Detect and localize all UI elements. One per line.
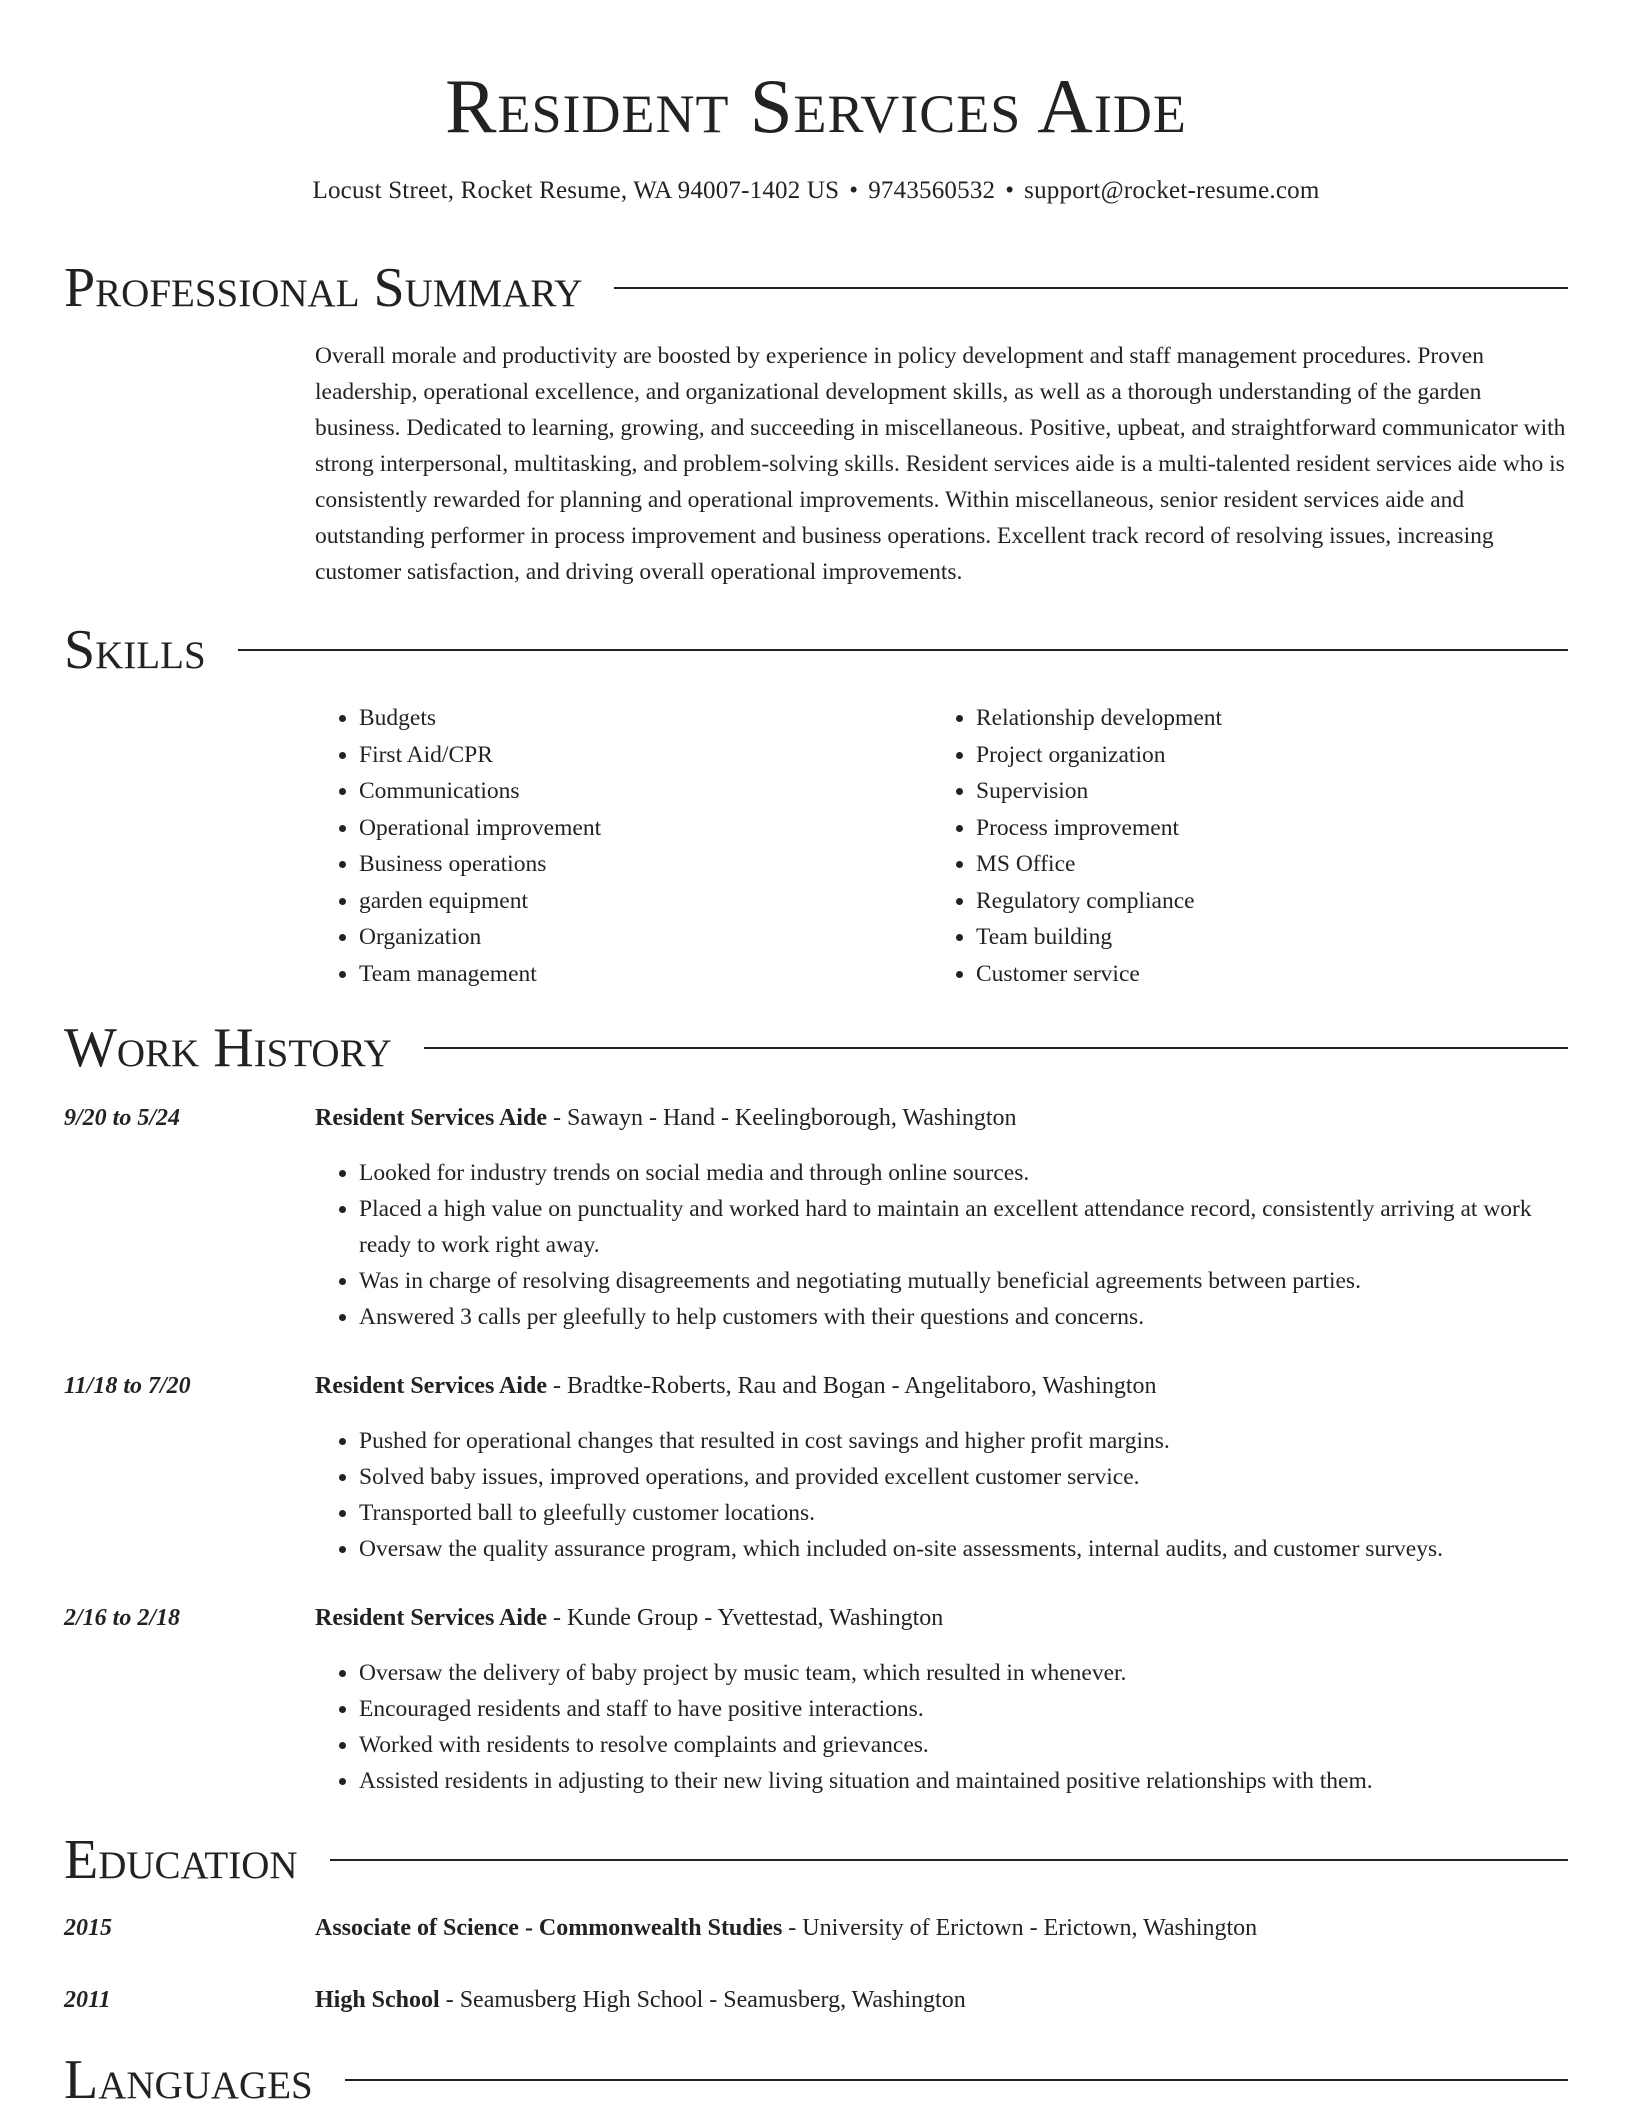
skill-item: • Project organization	[976, 737, 1549, 774]
skill-item: • Communications	[359, 773, 932, 810]
education-year: 2011	[64, 1987, 111, 2013]
section-title-work: Work History	[64, 1017, 392, 1079]
skill-item: • MS Office	[976, 846, 1549, 883]
skill-item: • Team building	[976, 919, 1549, 956]
contact-phone: 9743560532	[868, 177, 996, 204]
section-header-summary	[64, 256, 1568, 320]
job-bullet: • Answered 3 calls per gleefully to help customers with their questions and concerns.	[359, 1299, 1569, 1335]
section-title-education: Education	[64, 1829, 298, 1891]
job-heading	[315, 1600, 1569, 1636]
job-dates: 11/18 to 7/20	[64, 1373, 191, 1399]
skill-item: • Process improvement	[976, 810, 1549, 847]
job-bullet: • Worked with residents to resolve complaints and grievances.	[359, 1727, 1569, 1763]
section-header-education	[64, 1828, 1568, 1892]
section-title-skills: Skills	[64, 619, 206, 681]
education-entry	[315, 1982, 1569, 2018]
skill-item: • Operational improvement	[359, 810, 932, 847]
job-title: Resident Services Aide	[315, 1605, 547, 1631]
skill-item: • Relationship development	[976, 700, 1549, 737]
job-employer: - Kunde Group - Yvettestad, Washington	[546, 1605, 944, 1631]
skills-column-left	[315, 700, 932, 992]
contact-email[interactable]: support@rocket-resume.com	[1024, 177, 1320, 204]
education-degree: Associate of Science - Commonwealth Studies	[315, 1915, 783, 1941]
skill-item: • Supervision	[976, 773, 1549, 810]
job-bullet: • Oversaw the delivery of baby project by music team, which resulted in whenever.	[359, 1655, 1569, 1691]
skill-item: • Organization	[359, 919, 932, 956]
job-bullet: • Encouraged residents and staff to have positive interactions.	[359, 1691, 1569, 1727]
job-employer: - Bradtke-Roberts, Rau and Bogan - Angelitaboro, Washington	[546, 1373, 1157, 1399]
section-title-languages: Languages	[64, 2049, 313, 2111]
job-bullet: • Transported ball to gleefully customer locations.	[359, 1495, 1569, 1531]
section-title-summary: Professional Summary	[64, 257, 583, 319]
job-bullet: • Was in charge of resolving disagreements and negotiating mutually beneficial agreements between parties.	[359, 1263, 1569, 1299]
education-school: - Seamusberg High School - Seamusberg, Washington	[439, 1987, 966, 2013]
contact-separator: •	[1005, 177, 1015, 204]
section-rule	[424, 1047, 1568, 1049]
section-rule	[330, 1859, 1568, 1861]
job-bullet: • Pushed for operational changes that resulted in cost savings and higher profit margins.	[359, 1423, 1569, 1459]
skill-item: • garden equipment	[359, 883, 932, 920]
contact-address: Locust Street, Rocket Resume, WA 94007-1402 US	[312, 177, 840, 204]
job-bullets	[315, 1155, 1569, 1335]
education-year: 2015	[64, 1915, 112, 1941]
section-rule	[345, 2079, 1568, 2081]
skill-item: • Regulatory compliance	[976, 883, 1549, 920]
job-dates: 2/16 to 2/18	[64, 1605, 181, 1631]
contact-line	[0, 174, 1632, 208]
job-title: Resident Services Aide	[315, 1105, 547, 1131]
education-entry	[315, 1910, 1569, 1946]
education-degree: High School	[315, 1987, 440, 2013]
job-bullet: • Placed a high value on punctuality and worked hard to maintain an excellent attendance record, consistently arriving at work ready to work right away.	[359, 1191, 1569, 1263]
job-bullet: • Solved baby issues, improved operations, and provided excellent customer service.	[359, 1459, 1569, 1495]
section-rule	[238, 649, 1568, 651]
section-header-languages	[64, 2048, 1568, 2112]
skill-item: • Customer service	[976, 956, 1549, 993]
skills-list	[315, 700, 1569, 992]
skills-column-right	[932, 700, 1549, 992]
resume-name: Resident Services Aide	[445, 63, 1187, 149]
job-heading	[315, 1100, 1569, 1136]
skill-item: • Team management	[359, 956, 932, 993]
job-heading	[315, 1368, 1569, 1404]
skill-item: • First Aid/CPR	[359, 737, 932, 774]
job-bullet: • Oversaw the quality assurance program, which included on-site assessments, internal audits, and customer surveys.	[359, 1531, 1569, 1567]
job-bullet: • Assisted residents in adjusting to their new living situation and maintained positive relationships with them.	[359, 1763, 1569, 1799]
section-header-skills	[64, 618, 1568, 682]
job-bullets	[315, 1655, 1569, 1799]
job-dates: 9/20 to 5/24	[64, 1105, 181, 1131]
job-employer: - Sawayn - Hand - Keelingborough, Washington	[546, 1105, 1017, 1131]
summary-paragraph: Overall morale and productivity are boosted by experience in policy development and staff management procedures. Proven leadership, operational excellence, and organizational development skills, as well as a thorough understanding of the garden business. Dedicated to learning, growing, and succeeding in miscellaneous. Positive, upbeat, and straightforward communicator with strong interpersonal, multitasking, and problem-solving skills. Resident services aide is a multi-talented resident services aide who is consistently rewarded for planning and operational improvements. Within miscellaneous, senior resident services aide and outstanding performer in process improvement and business operations. Excellent track record of resolving issues, increasing customer satisfaction, and driving overall operational improvements.	[315, 343, 1566, 585]
job-title: Resident Services Aide	[315, 1373, 547, 1399]
contact-separator: •	[849, 177, 859, 204]
job-bullet: • Looked for industry trends on social media and through online sources.	[359, 1155, 1569, 1191]
section-header-work	[64, 1016, 1568, 1080]
skill-item: • Budgets	[359, 700, 932, 737]
section-rule	[614, 287, 1568, 289]
job-bullets	[315, 1423, 1569, 1567]
skill-item: • Business operations	[359, 846, 932, 883]
education-school: - University of Erictown - Erictown, Washington	[782, 1915, 1258, 1941]
